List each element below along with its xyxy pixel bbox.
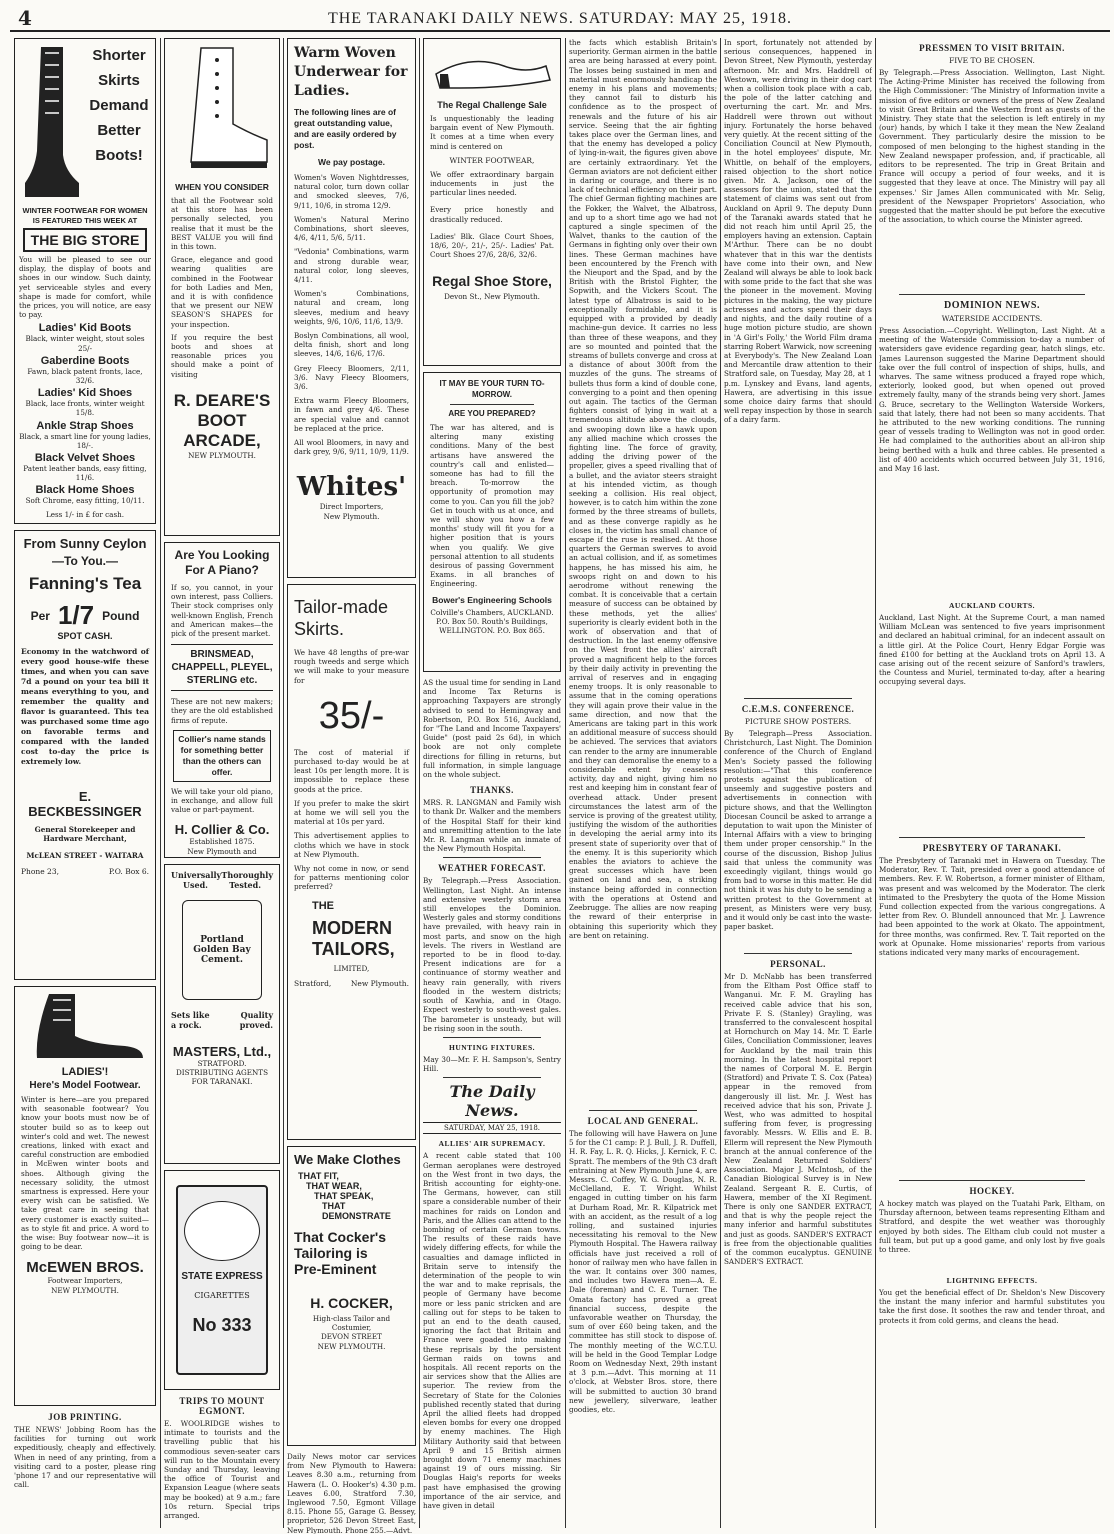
cash-discount: Less 1/- in £ for cash. xyxy=(45,509,125,519)
column-rule xyxy=(720,38,721,1528)
cement-barrel-illustration: Portland Golden Bay Cement. xyxy=(182,900,262,1000)
dominion-news-heading: DOMINION NEWS. xyxy=(944,300,1040,311)
column-rule xyxy=(160,38,161,1528)
pressmen-text: By Telegraph.—Press Association. Wellington, Last Night. The Acting-Prime Minister has received the following from the High Commissioner: 'The Ministry of Information invite a mission of five editors or owners of the press of New Zealand to visit Great Britain and the Western front as guests of the Ministry. They state that the selection is left entirely in my (our) hands, by which I take it they mean the New Zealand Government. They particularly desire the mission to be composed of men belonging to the highest standing in the New Zealand newspaper profession, and, if practicable, all editors to be represented. The trip in Great Britain and France will occupy a period of four weeks, and it is suggested that they leave at once. The Ministry will pay all expenses.' Sir James Allen communicated with Mr. Selig, president of the Newspaper Proprietors' Association, who suggested that the matter should be put before the executive of the association, to which course the Minister agreed. xyxy=(879,68,1105,225)
winter-footwear-line: WINTER FOOTWEAR FOR WOMEN IS FEATURED THIS WEEK AT xyxy=(22,206,148,225)
hockey-text: A hockey match was played on the Tuatahi Park, Eltham, on Thursday afternoon, between teams representing Eltham and Stratford, and despite the wet weather was thoroughly enjoyed by both sides. The Eltham club could not muster a full team, but put up a good game, and only lost by five goals to three. xyxy=(879,1199,1105,1255)
tea-price: Per 1/7 Pound xyxy=(30,600,140,630)
pressmen-heading: PRESSMEN TO VISIT BRITAIN. xyxy=(919,43,1065,53)
bowers-engineering-advertisement: IT MAY BE YOUR TURN TO-MORROW. ARE YOU PREPARED? The war has altered, and is altering many existing conditions. Many of the best artisans have answered the country's call and enlisted—someone has had to fill the breach. To-morrow the opportunity of promotion may come to you. Can you fill the job? Get in touch with us at once, and we will show you how a few months' study will fit you for a higher position that is yours when you qualify. We give personal attention to all students desirous of passing Government Exams. in all branches of Engineering. Bower's Engineering Schools Colville's Chambers, AUCKLAND. P.O. Box 50. Routh's Buildings, WELLINGTON. P.O. Box 865. xyxy=(423,372,561,672)
regal-shoe-store-name: Regal Shoe Store, xyxy=(432,273,552,290)
local-and-general-heading: LOCAL AND GENERAL. xyxy=(587,1116,699,1126)
masthead xyxy=(10,4,1110,32)
regal-shoe-store-advertisement: The Regal Challenge Sale Is unquestionably the leading bargain event of New Plymouth. It comes at a time when every mind is centered on WINTER FOOTWEAR, We offer extraordinary bargain inducements in just the particular lines needed. Every price honestly and drastically reduced. Ladies' Blk. Glace Court Shoes, 18/6, 20/-, 21/-, 25/-. Ladies' Pat. Court Shoes 27/6, 28/6, 32/6. Regal Shoe Store, Devon St., New Plymouth. xyxy=(423,38,561,366)
big-store-intro: You will be pleased to see our display, the display of boots and shoes in our window. Such dainty, yet serviceable styles and every shape is made for comfort, while the prices, you will notice, are easy to pay. xyxy=(19,255,151,320)
cocker-tailoring-advertisement: We Make Clothes THAT FIT, THAT WEAR, THAT SPEAK, THAT DEMONSTRATE That Cocker's Tailoring is Pre-Eminent H. COCKER, High-class Tailor and Costumier, DEVON STREET NEW PLYMOUTH. xyxy=(287,1146,416,1446)
presbytery-text: The Presbytery of Taranaki met in Hawera on Tuesday. The Moderator, Rev. T. Tait, presided over a good attendance of members. Rev. F. W. Robertson, a former minister of Eltham, was present and was welcomed by the Moderator. The clerk intimated to the Presbytery the quota of the Home Mission Fund collection expected from the various congregations. A letter from Rev. O. Blundell announced that Mr. J. Lawrence had been appointed to the work at Okato. The appointment, for three months, was confirmed. Rev. T. Tait reported on the work at Opunake. Home missionaries' reports from various stations indicated very many marks of encouragement. xyxy=(879,856,1105,958)
beckbessinger-name: E. BECKBESSINGER xyxy=(28,789,142,819)
column-rule xyxy=(419,38,420,1528)
daily-news-editorial: The Daily News. SATURDAY, MAY 25, 1918. ALLIES' AIR SUPREMACY. A recent cable stated that 100 German aeroplanes were destroyed on the West front in two days, the British accounting for eighty-one. The Germans, however, can still spare a considerable number of their machines for raids on London and Paris, and the Allies can attend to the bombing of certain German towns. The results of these raids have widely differing effects, for while the casualties and damage inflicted in Britain serve to intensify the determination of the people to win the war and to make reprisals, the people of Germany have become more or less panic stricken and are calling out for steps to be taken to put an end to the death caused, ignoring the fact that Britain and France were goaded into making these reprisals by the persistent German raids on towns and hospitals. All recent reports on the air services show that the Allies are superior. The review from the Secretary of State for the Colonies published recently stated that during April the allied fleets had dropped eleven bombs for every one dropped by enemy machines. The High Military Authority said that between April 9 and 15 British airmen brought down 71 enemy machines against 19 of ours missing. Sir Douglas Haig's reports for weeks past have emphasised the growing importance of the air service, and have given in detail xyxy=(423,1082,561,1511)
masters-name: MASTERS, Ltd., xyxy=(172,1044,272,1059)
boot-illustration xyxy=(19,43,81,203)
cems-conference-heading: C.E.M.S. CONFERENCE. xyxy=(741,704,855,714)
column-4 xyxy=(423,38,561,1510)
mcewen-bros-advertisement: LADIES'! Here's Model Footwear. Winter is here—are you prepared with seasonable footwear? You know your boots must now be of stouter build so as to keep out winter's cold and wet. The newest creations, linked with exact and careful construction are embodied in McEwen winter boots and shoes. Although giving the necessary solidity, the utmost smartness is expressed. Here your every wish can be satisfied. We take great care in seeing that every customer is exactly suited—as to style fit and price. A word to the wise: Buy footwear now—it is going to be dear. McEWEN BROS. Footwear Importers, NEW PLYMOUTH. xyxy=(14,986,156,1406)
personal-text: Mr D. McNabb has been transferred from the Eltham Post Office staff to Wanganui. Mr. F. M. Grayling has received cable advice that his son, Private F. S. (Stanley) Grayling, was transferred to the convalescent hospital at Hornchurch on May 14. Mr. T. Earle Giles, Conciliation Commissioner, leaves for Auckland by the mail train this morning. In the latest hospital report the names of Corporal M. E. Bergin (Stratford) and Private T. S. Cox (Patea) appear in the removed from dangerously ill list. Mr. J. West has received advice that his son, Private J. West, who was admitted to hospital suffering from fever, is progressing favorably. Messrs. W. Ellis and E. B. Ellerm will represent the New Plymouth branch at the annual conference of the New Zealand Returned Soldiers' Association. Major J. McIntosh, of the Canadian Biological Survey is in New Zealand. Sergeant R. E. Curtis, of Hawera, member of the XI Regiment. There is only one SANDER EXTRACT, and that is why the people reject the many inferior and harmful substitutes and just as goods. SANDER'S EXTRACT is free from the objectionable qualities of the common eucalyptus. GENUINE SANDER'S EXTRACT. xyxy=(724,972,872,1267)
ladies-boot-illustration xyxy=(21,992,149,1062)
presbytery-heading: PRESBYTERY OF TARANAKI. xyxy=(922,843,1062,853)
waterside-accidents-text: Press Association.—Copyright. Wellington, Last Night. At a meeting of the Waterside Commission to-day a number of watersiders gave evidence regarding gear, hatch slings, etc. James Laurenson suggested the Marine Department should take over the full control of inspection of ships, hulls, and wharves. The same witness produced a frayed rope which, exteriorly, looked good, but when opened out proved extremely faulty, many of the strands being very short. James G. Bruce, secretary to the Wellington Waterside Workers, said that lately, there had not been so many accidents. That he attributed to the new working conditions. The running gear of vessels trading to Wellington was not in good order. He had complained to the authorities about an all-iron ship being berthed with a hulk and three cables. He presented a list of 400 accidents which occurred between July 31, 1916, and May 16 last. xyxy=(879,326,1105,474)
column-rule xyxy=(283,38,284,1528)
local-news-continued: In sport, fortunately not attended by serious consequences, happened in Devon Street, New Plymouth, yesterday afternoon. Mr. and Mrs. Haddrell of Westown, were driving in their dog cart when a collision took place with a cab, the pole of the latter catching and overturning the cart. Mr. and Mrs. Haddrell were thrown out without injury. Fortunately the horse behaved very quietly. At the recent sitting of the Conciliation Council at New Plymouth, in the hotel employees' dispute, Mr. Whittle, on behalf of the employers, raised objection to the short notice given. Mr. A. Jackson, one of the assessors for the union, stated that the statement of claims was sent out from Auckland on April 9. The deputy Dunn of the Taranaki awards stated that he did not reach him until April 25, the employers having an extension. Captain M'Arthur. There can be no doubt whatever that in this war the dentists have come into their own, and New Zealand will always be able to look back with some pride to the fact that she was the pioneer in the movement. Moving pictures in the making, the way picture actresses and actors spend their days and nights, and the daily routine of a huge motion picture studio, are shown in 'A Girl's Folly,' the World Film drama starring Robert Warwick, now screening at Everybody's. The New Zealand Loan and Mercantile draw attention to their Stratford sale, on Tuesday, May 28, at 1 p.m. Lynskey and Evans, land agents, Hawera, are advertising in this issue some choice dairy farms that should well repay inspection by those in search of a dairy farm. xyxy=(724,38,872,425)
whites-name: Whites' xyxy=(296,472,407,503)
column-3 xyxy=(287,38,416,1534)
job-printing-notice: JOB PRINTING. THE NEWS' Jobbing Room has the facilities for turning out work expeditiously, cheaply and effectively. When in need of any printing, from a visiting card to a poster, please ring 'phone 17 and our representative will call. xyxy=(14,1412,156,1490)
shorter-skirts-headline: Shorter Skirts Demand Better Boots! xyxy=(89,47,149,164)
tailor-made-skirts-headline: Tailor-made Skirts. xyxy=(294,597,389,639)
personal-heading: PERSONAL. xyxy=(770,959,826,969)
fannings-tea-brand: Fanning's Tea xyxy=(28,574,142,593)
whites-headline: Warm Woven Underwear for Ladies. xyxy=(294,45,408,99)
auckland-courts-heading: AUCKLAND COURTS. xyxy=(948,601,1036,610)
hunting-fixtures: HUNTING FIXTURES. May 30—Mr. F. H. Sampson's, Sentry Hill. xyxy=(423,1042,561,1074)
newspaper-title: THE TARANAKI DAILY NEWS. SATURDAY: MAY 25, 1918. xyxy=(327,10,793,27)
big-store-logo: THE BIG STORE xyxy=(23,228,147,252)
bowers-name: Bower's Engineering Schools xyxy=(432,594,552,605)
cems-conference-text: By Telegraph—Press Association. Christchurch, Last Night. The Dominion conference of the Church of England Men's Society passed the following resolution:—"That this conference protests against the publication of unseemly and suggestive posters and advertisements in connection with picture shows, and that the Wellington Diocesan Council be asked to arrange a deputation to wait upon the Minister of Internal Affairs with a view to bringing them under proper censorship." In the course of the discussion, Bishop Julius said that unless the community was exceedingly vigilant, things would go from bad to worse in this matter. He did not think it was his duty to be sending a written protest to the Government at present, as Ministers were very busy, and it would only be cast into the waste-paper basket. xyxy=(724,729,872,932)
hockey-heading: HOCKEY. xyxy=(969,1186,1015,1196)
page-number: 4 xyxy=(18,6,32,30)
modern-tailors-advertisement: Tailor-made Skirts. We have 48 lengths of pre-war rough tweeds and serge which we will make to your measure for 35/- The cost of material if purchased to-day would be at least 10s per length more. It is impossible to replace these goods at the price. If you prefer to make the skirt at home we will sell you the material at 10s per yard. This advertisement applies to cloths which we have in stock at New Plymouth. Why not come in now, or send for patterns mentioning color preferred? THE MODERN TAILORS, LIMITED, Stratford, New Plymouth. xyxy=(287,584,416,1140)
footwear-price-list: Ladies' Kid Boots Black, winter weight, stout soles 25/- Gaberdine Boots Fawn, black patent fronts, lace, 32/6. Ladies' Kid Shoes Black, lace fronts, winter weight 15/8. Ankle Strap Shoes Black, a smart line for young ladies, 18/-. Black Velvet Shoes Patent leather bands, easy fitting, 11/6. Black Home Shoes Soft Chrome, easy fitting, 10/11. xyxy=(19,322,151,506)
column-rule xyxy=(875,38,876,1528)
column-1 xyxy=(14,38,156,1489)
lady-shoe-illustration xyxy=(171,44,273,174)
court-shoe-illustration xyxy=(430,44,554,92)
deare-boot-arcade-advertisement: WHEN YOU CONSIDER that all the Footwear sold at this store has been personally selected, you realise that it must be the BEST VALUE you will find in this town. Grace, elegance and good wearing qualities are combined in the Footwear for both Ladies and Men, and it is with confidence that we present our NEW SEASON'S SHAPES for your inspection. If you require the best boots and shoes at reasonable prices you should make a point of visiting R. DEARE'S BOOT ARCADE, NEW PLYMOUTH. xyxy=(164,38,280,536)
air-supremacy-continued: the facts which establish Britain's superiority. German airmen in the battle area are being harassed at every point. The losses being sustained in men and material must enormously handicap the enemy in his plans and movements; they cannot fail to disturb his confidence as to the prospect of renewals and the future of his air service. Seeing that the air fighting takes place over the German lines, and that the enemy has developed a policy of lying-in-wait, the figures given above are certainly extraordinary. Yet the German aviators are not deficient either in daring or courage, and there is no lack of technical efficiency on their part. The chief German fighting machines are the Fokker, the Walvet, the Albatross, and up to a short time ago we had not captured a single specimen of the Walvet, thanks to the caution of the Germans in fighting only over their own lines. These German machines have been encountered by the French with the Nieuport and the Spad, and by the British with the Bristol Fighter, the Sopwith, and the Vickers Scout. The latest type of Albatross is said to be exceptionally formidable, and it is equipped with a provided by deadly machine-gun device. It carries no less than three of these weapons, and they are so mounted and pointed that the streams of bullets converge and cross at a distance of about 300ft from the muzzles of the guns. The streams of bullets thus form a kind of double cone, converging to a point and then opening out again. The tactics of the German fighters consist of lying in wait at a tremendous altitude above the clouds, and swooping down like a hawk upon any allied machine which crosses the fighting line. The force of gravity, adding the driving power of the propeller, gives a speed rivalling that of a bullet, and the aviator steers straight at his intended victim, as though seeking a collision. His real object, however, is to catch him within the zone formed by the three streams of bullets, and as these converge rapidly as he closes in, the victim has small chance of escape if the ruse is realised. At those quarters the German swerves to avoid an actual collision, and if, as sometimes happens, he has missed his aim, he swoops right on and down to his aerodrome without renewing the combat. It is conceivable that a certain measure of success can be obtained by these methods, yet the allies' superiority is clearly evident both in the work of observation and that of destruction. In the last enemy offensive on the West front the allies' aircraft proved a magnificent help to the forces by their daily activity in preventing the arrival of reserves and in engaging enemy troops. It is only reasonable to assume that in the coming operations they will again prove their value in the same direction, and now that the Americans are taking part in this work an additional measure of success should be achieved. The services that aviators can render to the army are innumerable and they can demoralise the enemy to a considerable extent by ceaseless activity, day and night, giving him no rest and keeping him in constant fear of overhead attack. Under present circumstances the latest arm of the service is proving of the greatest utility, justifying the wisdom of the authorities in developing the aerial army into its present state of superiority over that of the enemy. It is this superiority which enables the aviators to achieve the great successes which have been gained on land and sea, a striking instance being afforded in connection with the operations at Ostend and Zeebrugge. The allies are now reaping the reward of their enterprise in obtaining this superiority which they are bent on retaining. xyxy=(569,38,717,940)
local-and-general-text: The following will have Hawera on June 5 for the C1 camp: P. J. Bull, J. R. Duffell, H. R. Fay, L. R. Q. Hicks, J. Kernick, F. C. Spratt. The members of the 9th C3 draft entraining at New Plymouth June 4, are Messrs. C. Coffey, W. G. Douglas, N. R. McClelland, E. T. Wright. Whilst engaged in cutting timber on his farm at Durham Road, Mr. R. Kilpatrick met with an accident, as the result of a log rolling, and sustained injuries necessitating his removal to the New Plymouth Hospital. The Hawera railway officials have just received a roll of honor of railway men who have fallen in the war. It contains over 300 names, and includes two Hawera men—A. E. Dale (foreman) and C. E. Turner. The Omata factory has proved a great financial success, despite the unfavorable weather on Thursday, the sum of over £60 being taken, and the committee has still stock to dispose of. The monthly meeting of the W.C.T.U. will be held in the Good Templar Lodge Room on Wednesday Next, 29th instant at 3 p.m.—Advt. This morning at 11 o'clock, at Webster Bros. store, there will be submitted to auction 30 brand new jewellery, silverware, leather goodies, etc. xyxy=(569,1129,717,1415)
thanks-notice: THANKS. MRS. R. LANGMAN and Family wish to thank Dr. Walker and the members of the Hospital Staff for their kind and unremitting attention to the late Mr. R. Langman while an inmate of the New Plymouth Hospital. xyxy=(423,785,561,854)
cigarette-tin-illustration: STATE EXPRESS CIGARETTES No 333 xyxy=(176,1185,268,1375)
collier-name: H. Collier & Co. xyxy=(174,822,270,838)
mcewen-bros-name: McEWEN BROS. xyxy=(26,1259,144,1277)
column-7: PRESSMEN TO VISIT BRITAIN. FIVE TO BE CHOSEN. By Telegraph.—Press Association. Wellington, Last Night. The Acting-Prime Minister has received the following from the High Commissioner: 'The Ministry of Information invite a mission of five editors or owners of the press of New Zealand to visit Great Britain and the Western front as guests of the Ministry. They state that the selection is left entirely in my (our) hands, by which I take it they mean the New Zealand Government. They particularly desire the mission to be composed of men belonging to the highest standing in the New Zealand newspaper profession, and, if practicable, all editors to be represented. The trip in Great Britain and France will occupy a period of four weeks, and it is suggested that they leave at once. The Ministry will pay all expenses.' Sir James Allen communicated with Mr. Selig, president of the Newspaper Proprietors' Association, who suggested that the matter should be put before the executive of the association, to which course the Minister agreed. DOMINION NEWS. WATERSIDE ACCIDENTS. Press Association.—Copyright. Wellington, Last Night. At a meeting of the Waterside Commission to-day a number of watersiders gave evidence regarding gear, hatch slings, etc. James Laurenson suggested the Marine Department should take over the full control of inspection of ships, hulls, and wharves. The same witness produced a frayed rope which, exteriorly, looked good, but when opened out proved extremely faulty, many of the strands being very short. James G. Bruce, secretary to the Wellington Waterside Workers, said that lately, there had not been so many accidents. That he attributed to the new working conditions. The running gear of vessels trading to Wellington was not in good order. He had complained to the authorities about an all-iron ship being berthed with a hulk and three cables. He presented a list of 400 accidents which occurred between July 31, 1916, and May 16 last. AUCKLAND COURTS. Auckland, Last Night. At the Supreme Court, a man named William McLean was sentenced to five years imprisonment and declared an habitual criminal, for an indecent assault on a little girl. At the Police Court, Henry Edgar Forgie was fined £100 for betting at the Auckland trots on April 13. A case arising out of the recent seizure of Sanford's trawlers, the Countess and Muriel, terminated to-day, after a hearing occupying several days. PRESBYTERY OF TARANAKI. The Presbytery of Taranaki met in Hawera on Tuesday. The Moderator, Rev. T. Tait, presided over a good attendance of members. Rev. F. W. Robertson, a former minister of Eltham, was present and was welcomed by the Moderator. The clerk intimated to the Presbytery the quota of the Home Mission Fund collection expected from the various congregations. A letter from Rev. O. Blundell announced that Mr. J. Lawrence had been appointed to the work at Okato. The appointment, for three months, was confirmed. Rev. T. Tait reported on the work at Opunake. Home missionaries' reports from various stations indicated very many marks of encouragement. HOCKEY. A hockey match was played on the Tuatahi Park, Eltham, on Thursday afternoon, between teams representing Eltham and Stratford, and despite the wet weather was thoroughly enjoyed by both sides. The Eltham club could not muster a full team, but put up a good game, and only lost by five goals to three. LIGHTNING EFFECTS. You get the beneficial effect of Dr. Sheldon's New Discovery the instant the many inferior and harmful substitutes you take the first dose. It soothes the raw and tender throat, and protects it from cold germs, and cleans the head. xyxy=(879,43,1105,1325)
cocker-name: H. COCKER, xyxy=(310,1295,393,1311)
state-express-advertisement xyxy=(164,1170,280,1390)
land-tax-notice: AS the usual time for sending in Land and Income Tax Returns is approaching Taxpayers are strongly advised to send to Hemingway and Robertson, P.O. Box 516, Auckland, for "The Land and Income Taxpayers' Guide" (post paid 2s 6d), in which book are not only complete directions for filling in returns, but full information, in simple language on the whole subject. xyxy=(423,678,561,780)
column-2 xyxy=(164,38,280,1520)
weather-forecast: WEATHER FORECAST. By Telegraph.—Press Association. Wellington, Last Night. An intense and extensive westerly storm area still envelopes the Dominion. Westerly gales and stormy conditions have prevailed, with heavy rain in most parts, and snow on the high levels. The rivers in Westland are reported to be in flood to-day. Present indications are for a continuance of stormy weather and heavy rain generally, with rivers flooded in the western districts; south of Kawhia, and in Otago. Expect westerly to south-west gales. The barometer is unsteady, but will be rising soon in the south. xyxy=(423,863,561,1033)
lightning-effects-text: You get the beneficial effect of Dr. Sheldon's New Discovery the instant the many inferior and harmful substitutes you take the first dose. It soothes the raw and tender throat, and protects it from cold germs, and cleans the head. xyxy=(879,1288,1105,1325)
whites-underwear-advertisement: Warm Woven Underwear for Ladies. The following lines are of great outstanding value, and are easily ordered by post. We pay postage. Women's Woven Nightdresses, natural color, turn down collar and smocked sleeves, 7/6, 9/11, 10/6, in stroma 12/9. Women's Natural Merino Combinations, short sleeves, 4/6, 4/11, 5/6, 5/11. "Vedonia" Combinations, warm and strong durable wear, natural color, long sleeves, 4/11. Women's Combinations, natural and cream, long sleeves, medium and heavy weights, 9/6, 10/6, 11/6, 13/9. Boslyn Combinations, all wool, delta finish, short and long sleeves, 14/6, 16/6, 17/6. Grey Fleecy Bloomers, 2/11, 3/6. Navy Fleecy Bloomers, 3/6. Extra warm Fleecy Bloomers, in fawn and grey 4/6. These are special value and cannot be replaced at the price. All wool Bloomers, in navy and dark grey, 9/6, 9/11, 10/9, 11/9. Whites' Direct Importers, New Plymouth. xyxy=(287,38,416,578)
skirt-price: 35/- xyxy=(318,694,385,737)
from-sunny-ceylon: From Sunny Ceylon xyxy=(23,536,147,551)
collier-piano-advertisement: Are You Looking For A Piano? If so, you cannot, in your own interest, pass Colliers. Their stock comprises only well-known English, French and American makes—the pick of the present market. BRINSMEAD, CHAPPELL, PLEYEL, STERLING etc. These are not new makers; they are the old established firms of repute. Collier's name stands for something better than the others can offer. We will take your old piano, in exchange, and allow full value or part-payment. H. Collier & Co. Established 1875. New Plymouth and xyxy=(164,542,280,858)
motor-service-notice: Daily News motor car services from New Plymouth to Hawera: Leaves 8.30 a.m., returning from Hawera (L. O. Hooker's) 4.30 p.m. Leaves 6.00, Stratford 7.30, Inglewood 7.50, Egmont Village 8.15. Phone 55, Garage G. Bessey, proprietor, 526 Devon Street East, New Plymouth. Phone 255.—Advt. xyxy=(287,1452,416,1534)
column-rule xyxy=(565,38,566,1528)
big-store-advertisement xyxy=(14,38,156,524)
golden-bay-cement-advertisement: Universally Thoroughly Used. Tested. Portland Golden Bay Cement. Sets like Quality a rock. proved. MASTERS, Ltd., STRATFORD. DISTRIBUTING AGENTS FOR TARANAKI. xyxy=(164,864,280,1164)
lightning-effects-heading: LIGHTNING EFFECTS. xyxy=(946,1276,1038,1285)
editorial-nameplate: The Daily News. xyxy=(449,1082,535,1121)
column-6: In sport, fortunately not attended by serious consequences, happened in Devon Street, New Plymouth, yesterday afternoon. Mr. and Mrs. Haddrell of Westown, were driving in their dog cart when a collision took place with a cab, the pole of the latter catching and overturning the cart. Mr. and Mrs. Haddrell were thrown out without injury. Fortunately the horse behaved very quietly. At the recent sitting of the Conciliation Council at New Plymouth, in the hotel employees' dispute, Mr. Whittle, on behalf of the employers, raised objection to the short notice given. Mr. A. Jackson, one of the assessors for the union, stated that the statement of claims was sent out from Auckland on April 9. The deputy Dunn of the Taranaki awards stated that he did not reach him until April 25, the employers having an extension. Captain M'Arthur. There can be no doubt whatever that in this war the dentists have come into their own, and New Zealand will always be able to look back with some pride to the fact that she was the pioneer in the movement. Moving pictures in the making, the way picture actresses and actors spend their days and nights, and the daily routine of a huge motion picture studio, are shown in 'A Girl's Folly,' the World Film drama starring Robert Warwick, now screening at Everybody's. The New Zealand Loan and Mercantile draw attention to their Stratford sale, on Tuesday, May 28, at 1 p.m. Lynskey and Evans, land agents, Hawera, are advertising in this issue some choice dairy farms that should well repay inspection by those in search of a dairy farm. C.E.M.S. CONFERENCE. PICTURE SHOW POSTERS. By Telegraph—Press Association. Christchurch, Last Night. The Dominion conference of the Church of England Men's Society passed the following resolution:—"That this conference protests against the publication of unseemly and suggestive posters and advertisements in connection with picture shows, and that the Wellington Diocesan Council be asked to arrange a deputation to wait upon the Minister of Internal Affairs with a view to bringing them under proper censorship." In the course of the discussion, Bishop Julius said that unless the community was exceedingly vigilant, things would go from bad to worse in this matter. He did not think it was his duty to be sending a written protest to the Government at present, as Ministers were very busy, and it would only be cast into the waste-paper basket. PERSONAL. Mr D. McNabb has been transferred from the Eltham Post Office staff to Wanganui. Mr. F. M. Grayling has received cable advice that his son, Private F. S. (Stanley) Grayling, was transferred to the convalescent hospital at Hornchurch on May 14. Mr. T. Earle Giles, Conciliation Commissioner, leaves for Auckland by the mail train this morning. In the latest hospital report the names of Corporal M. E. Bergin (Stratford) and Private T. S. Cox (Patea) appear in the removed from dangerously ill list. Mr. J. West has received advice that his son, Private J. West, who was admitted to hospital suffering from fever, is progressing favorably. Messrs. W. Ellis and E. B. Ellerm will represent the New Plymouth branch at the annual conference of the New Zealand Returned Soldiers' Association. Major J. McIntosh, of the Canadian Biological Survey is in New Zealand. Sergeant R. E. Curtis, of Hawera, member of the XI Regiment. There is only one SANDER EXTRACT, and that is why the people reject the many inferior and harmful substitutes and just as goods. SANDER'S EXTRACT is free from the objectionable qualities of the common eucalyptus. GENUINE SANDER'S EXTRACT. xyxy=(724,38,872,1512)
auckland-courts-text: Auckland, Last Night. At the Supreme Court, a man named William McLean was sentenced to five years imprisonment and declared an habitual criminal, for an indecent assault on a little girl. At the Police Court, Henry Edgar Forgie was fined £100 for betting at the Auckland trots on April 13. A case arising out of the recent seizure of Sanford's trawlers, the Countess and Muriel, terminated to-day, after a hearing occupying several days. xyxy=(879,613,1105,687)
column-5 xyxy=(569,38,717,1521)
fannings-tea-advertisement: From Sunny Ceylon —To You.— Fanning's Tea Per 1/7 Pound SPOT CASH. Economy in the watchword of every good house-wife these times, and when you can save 7d a pound on your tea bill it means everything to you, and remember the quality and flavor is guaranteed. This tea was purchased some time ago on favorable terms and compared with the landed cost to-day the price is extremely low. E. BECKBESSINGER General Storekeeper and Hardware Merchant, McLEAN STREET - WAITARA Phone 23, P.O. Box 6. xyxy=(14,530,156,980)
deare-name: R. DEARE'S xyxy=(173,390,271,410)
modern-tailors-name: MODERN xyxy=(312,917,392,938)
trips-to-mount-egmont: TRIPS TO MOUNT EGMONT. E. WOOLRIDGE wishes to intimate to tourists and the travelling public that his commodious seven-seater cars will run to the Mountain every Sunday and Thursday, leaving the office of Tourist and Expansion League (where seats may be booked) at 9 a.m.; fare 10s return. Special trips arranged. xyxy=(164,1396,280,1521)
